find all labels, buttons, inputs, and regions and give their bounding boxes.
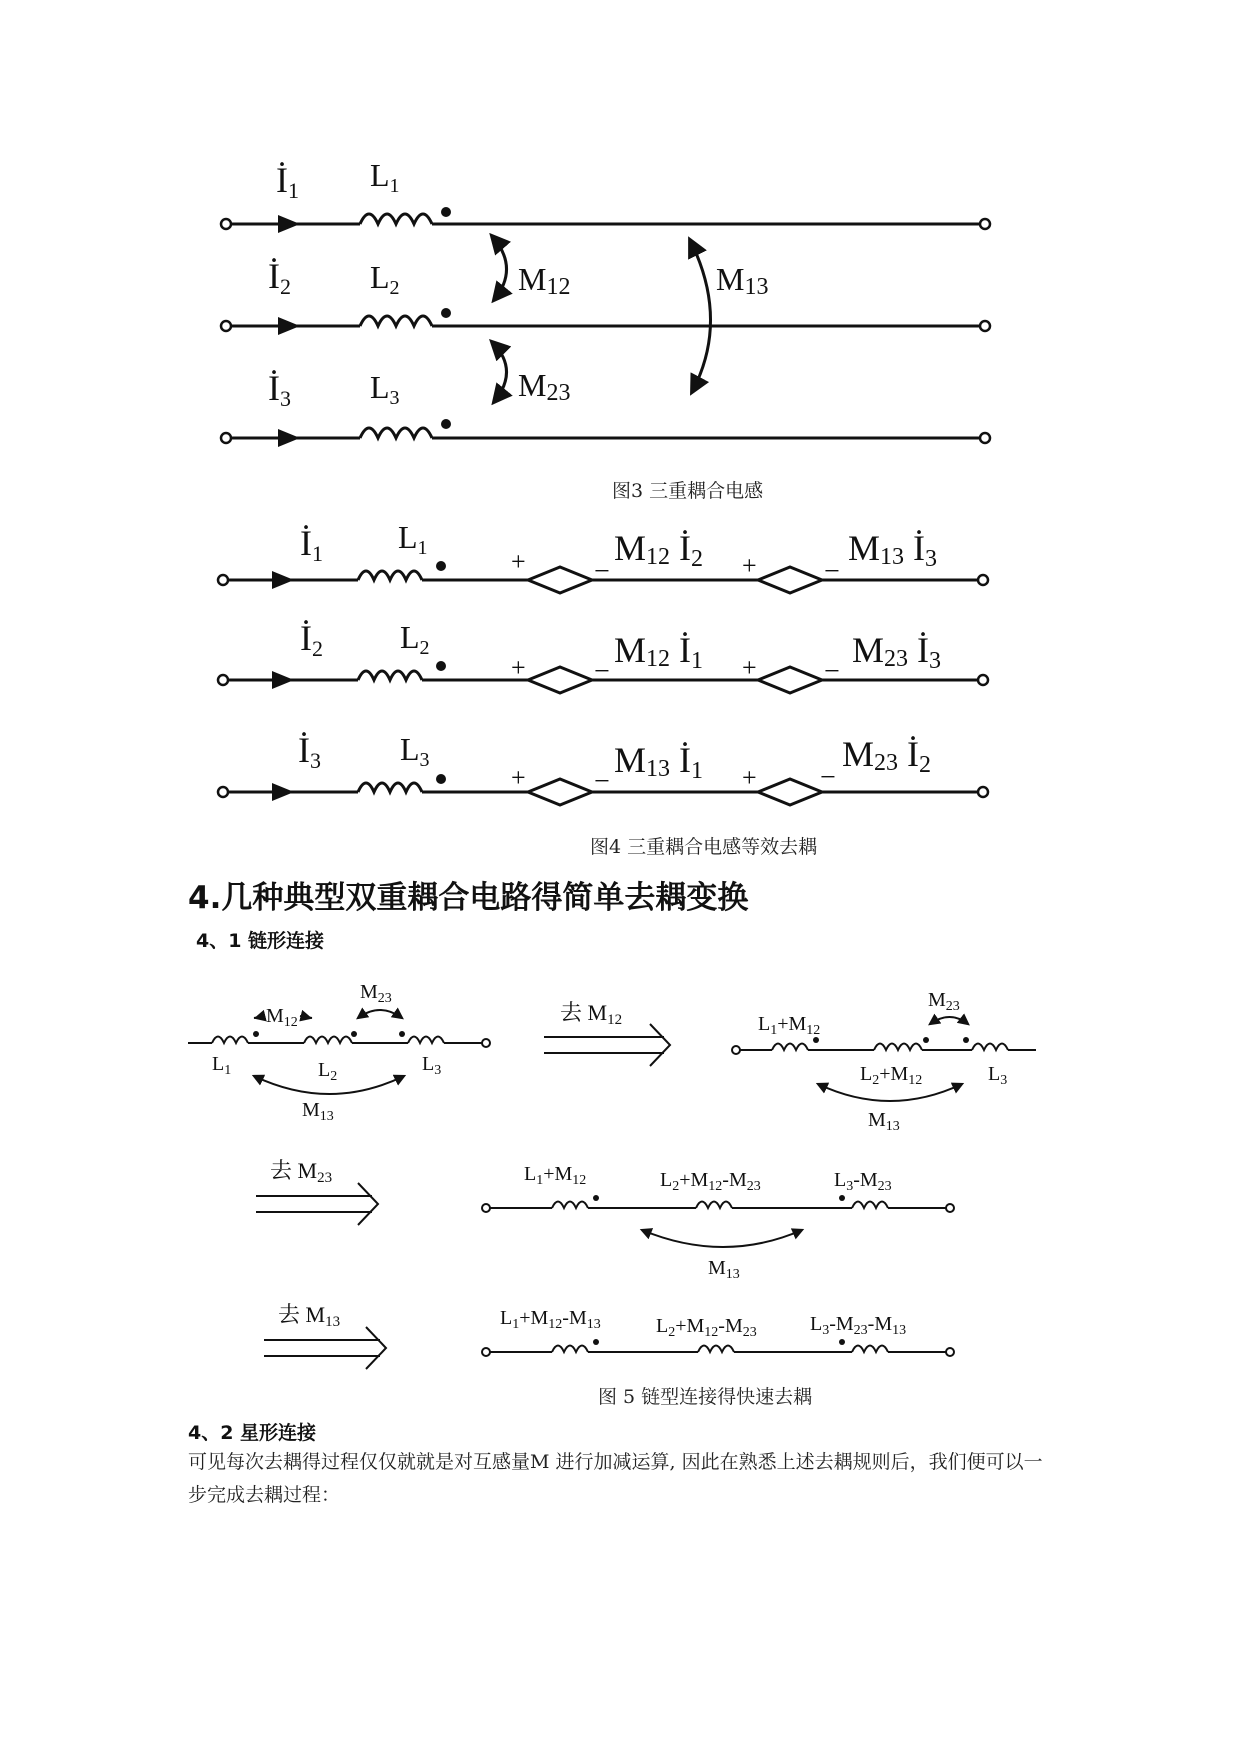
polarity-dot [839,1339,845,1345]
terminal-left [482,1348,490,1356]
l2-label: $L_2+M_{12}$ [860,1063,923,1088]
polarity-dot [923,1037,929,1043]
minus-sign: − [594,656,610,687]
fig5-step3-transform [264,1302,386,1369]
minus-sign: − [824,556,840,587]
source-2-label: M13 İ3 [848,528,938,572]
plus-sign: + [511,653,526,682]
coil-label: L2 [400,619,430,659]
inductor-coil-icon [212,1037,248,1044]
l3-label: $L_3$ [988,1063,1008,1088]
m12-label: M12 [518,261,571,300]
source-2-label: M23 İ2 [842,734,932,778]
plus-sign: + [511,763,526,792]
current-label: İ3 [298,730,321,773]
source-1-label: M13 İ1 [614,740,704,784]
fig5-step2-chain [482,1163,954,1282]
subsection-4-1-heading: 4、1 链形连接 [196,930,325,952]
m13-arrow-icon [818,1084,962,1101]
polarity-dot [963,1037,969,1043]
l2-label: $L_2$ [318,1059,338,1084]
inductor-coil-icon [698,1346,734,1353]
m13-arrow-icon [642,1230,802,1247]
l1-label: $L_1+M_{12}-M_{13}$ [500,1307,601,1332]
l3-label: $L_3-M_{23}-M_{13}$ [810,1313,907,1338]
figure-5-caption: 图 5 链型连接得快速去耦 [598,1386,813,1408]
m23-label: $M_{23}$ [928,989,960,1014]
inductor-coil-icon [552,1346,588,1353]
body-paragraph: 可见每次去耦得过程仅仅就就是对互感量M 进行加减运算, 因此在熟悉上述去耦规则后，我们便可以一步完成去耦过程： [188,1451,1043,1506]
l2-label: $L_2+M_{12}-M_{23}$ [660,1169,761,1194]
polarity-dot [253,1031,259,1037]
inductor-coil-icon [772,1044,808,1051]
m23-label: $M_{23}$ [360,981,392,1006]
m23-arrow-icon [358,1010,402,1018]
inductor-coil-icon [874,1044,922,1051]
inductor-coil-icon [852,1346,888,1353]
m23-arrow-icon [930,1017,968,1024]
minus-sign: − [820,762,836,793]
coil-label: L3 [400,731,430,771]
polarity-dot [593,1195,599,1201]
fig5-step2-transform [256,1158,378,1225]
terminal-right [946,1204,954,1212]
coil-label: L1 [398,519,428,559]
l1-label: $L_1+M_{12}$ [758,1013,821,1038]
inductor-coil-icon [552,1202,588,1209]
source-1-label: M12 İ2 [614,528,704,572]
minus-sign: − [594,556,610,587]
m13-label: $M_{13}$ [708,1257,740,1282]
subsection-4-2-heading: 4、2 星形连接 [188,1422,317,1444]
section-heading: 4.几种典型双重耦合电路得简单去耦变换 [188,880,749,916]
figure-3-caption: 图3 三重耦合电感 [612,480,764,502]
fig5-step3-chain [482,1307,954,1356]
fig5-step1-chain [732,989,1036,1134]
coil-label: L2 [370,259,400,299]
plus-sign: + [742,763,757,792]
l1-label: $L_1+M_{12}$ [524,1163,587,1188]
minus-sign: − [594,766,610,797]
m13-label: M13 [716,261,769,300]
step1-label: 去 M12 [560,1000,623,1028]
m12-label: $M_{12}$ [266,1005,298,1030]
inductor-coil-icon [304,1037,352,1044]
m23-label: M23 [518,367,571,406]
inductor-coil-icon [408,1037,444,1044]
coil-label: L3 [370,369,400,409]
double-arrow-icon [358,1183,378,1225]
m13-label: $M_{13}$ [868,1109,900,1134]
current-label: İ2 [268,256,291,299]
l3-label: $L_3$ [422,1053,442,1078]
inductor-coil-icon [972,1044,1008,1051]
terminal-left [482,1204,490,1212]
terminal-right [482,1039,490,1047]
source-2-label: M23 İ3 [852,630,942,674]
polarity-dot [399,1031,405,1037]
polarity-dot [351,1031,357,1037]
l2-label: $L_2+M_{12}-M_{23}$ [656,1315,757,1340]
step2-label: 去 M23 [270,1158,333,1186]
inductor-coil-icon [852,1202,888,1209]
current-label: İ1 [300,523,323,566]
inductor-coil-icon [696,1202,732,1209]
polarity-dot [593,1339,599,1345]
current-label: İ1 [276,160,299,203]
m13-label: $M_{13}$ [302,1099,334,1124]
terminal-right [946,1348,954,1356]
fig5-original-chain [188,981,490,1124]
fig5-step1-transform [544,1000,670,1066]
plus-sign: + [742,653,757,682]
double-arrow-icon [366,1327,386,1369]
step3-label: 去 M13 [278,1302,341,1330]
source-1-label: M12 İ1 [614,630,704,674]
coil-label: L1 [370,157,400,197]
figure-4-caption: 图4 三重耦合电感等效去耦 [590,836,818,858]
plus-sign: + [742,551,757,580]
l1-label: $L_1$ [212,1053,232,1078]
current-label: İ3 [268,368,291,411]
plus-sign: + [511,547,526,576]
minus-sign: − [824,656,840,687]
polarity-dot [839,1195,845,1201]
current-label: İ2 [300,618,323,661]
double-arrow-icon [650,1024,670,1066]
terminal-left [732,1046,740,1054]
l3-label: $L_3-M_{23}$ [834,1169,892,1194]
